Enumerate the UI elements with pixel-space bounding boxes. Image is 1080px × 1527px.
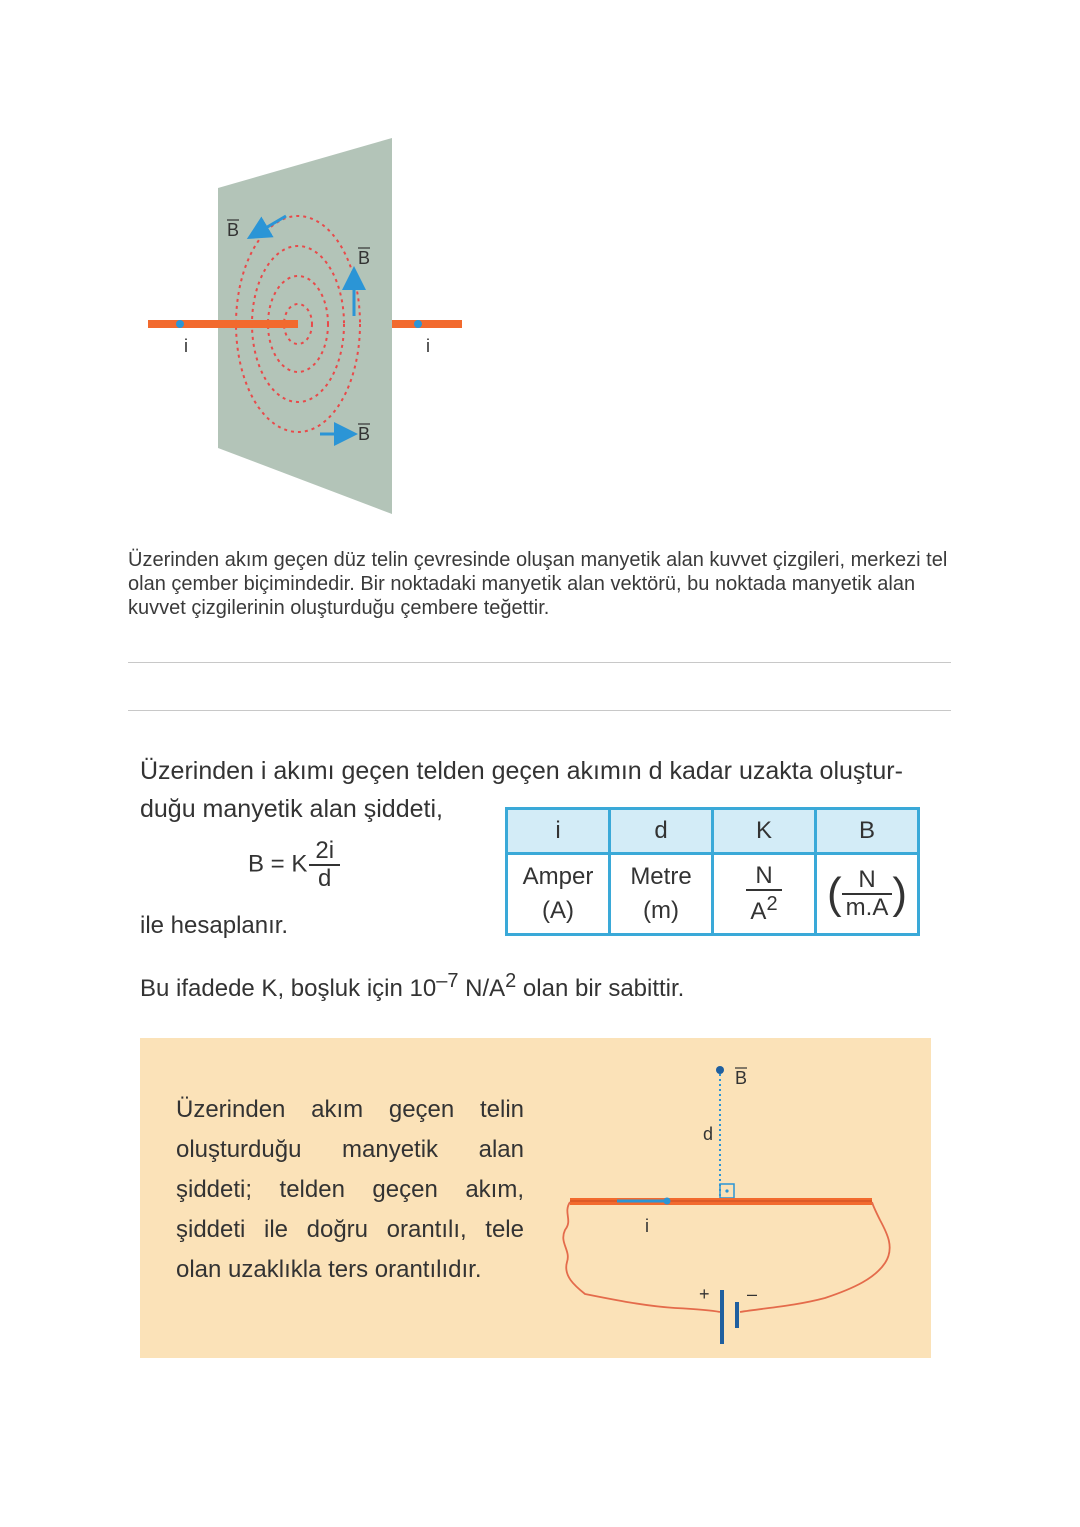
- wire-center: [218, 320, 298, 328]
- unit-b-paren-close: ): [892, 869, 907, 918]
- unit-i-name: Amper: [522, 863, 594, 890]
- current-marker-left: [176, 320, 184, 328]
- wire-right: [392, 320, 462, 328]
- units-value-row: [507, 854, 919, 935]
- units-header-b: B: [816, 809, 919, 854]
- divider-2: [128, 710, 951, 711]
- formula: [248, 838, 340, 892]
- calc-text: ile hesaplanır.: [140, 912, 289, 939]
- info-box-text: Üzerinden akım geçen telin oluşturduğu manyetik alan şiddeti; telden geçen akım, şiddeti ile doğru orantılı, tele olan uzaklıkla ters orantılıdır.: [176, 1096, 524, 1283]
- formula-denominator: d: [318, 865, 332, 892]
- unit-d: [610, 854, 713, 935]
- unit-b-den: m.A: [845, 894, 889, 921]
- wire-circuit-figure: [555, 1038, 931, 1358]
- formula-fraction: [309, 838, 340, 892]
- field-point: [716, 1066, 724, 1074]
- magnetic-field-figure: [140, 130, 480, 520]
- units-header-row: [507, 809, 919, 854]
- description-paragraph: Üzerinden akım geçen düz telin çevresinde oluşan manyetik alan kuvvet çizgileri, merkezi tel olan çember biçimindedir. Bir noktadaki manyetik alan vektörü, bu noktada manyetik alan kuvvet çizgilerinin oluşturduğu çembere teğettir.: [128, 549, 948, 619]
- circuit-wire: [563, 1202, 889, 1312]
- unit-k: [713, 854, 816, 935]
- unit-b-paren-open: (: [827, 869, 842, 918]
- unit-k-fraction: [746, 863, 781, 925]
- constant-after: olan bir sabittir.: [516, 975, 685, 1002]
- constant-exponent2: 2: [505, 970, 517, 992]
- current-label-right: i: [426, 336, 430, 356]
- plus-label: +: [699, 1284, 710, 1304]
- units-table: [505, 807, 920, 936]
- units-header-i: i: [507, 809, 610, 854]
- b-label-right: B: [358, 248, 371, 268]
- b-label-top: B: [227, 220, 240, 240]
- b-label: B: [735, 1068, 748, 1088]
- unit-k-den-exp: 2: [766, 893, 778, 915]
- d-label: d: [703, 1124, 714, 1144]
- current-label-left: i: [184, 336, 188, 356]
- unit-b: [816, 854, 919, 935]
- unit-b-num: N: [842, 867, 893, 895]
- b-label-bottom: B: [358, 424, 371, 444]
- unit-k-num: N: [746, 863, 781, 891]
- section-intro: Üzerinden i akımı geçen telden geçen akımın d kadar uzakta oluştur-duğu manyetik alan şiddeti,: [140, 757, 903, 823]
- info-box: [140, 1038, 931, 1358]
- minus-label: –: [747, 1284, 758, 1304]
- unit-k-den-base: A: [750, 898, 767, 925]
- unit-k-den: [746, 891, 781, 925]
- unit-d-symbol: (m): [643, 897, 679, 924]
- divider-1: [128, 662, 951, 663]
- current-marker-right: [414, 320, 422, 328]
- formula-lhs: B = K: [248, 850, 308, 878]
- units-header-d: d: [610, 809, 713, 854]
- unit-i: [507, 854, 610, 935]
- unit-b-fraction: [842, 867, 893, 921]
- i-label: i: [645, 1216, 649, 1236]
- unit-i-symbol: (A): [542, 897, 574, 924]
- constant-exponent: –7: [436, 970, 459, 992]
- constant-middle: N/A: [458, 975, 506, 1002]
- constant-text: [140, 970, 684, 1003]
- units-header-k: K: [713, 809, 816, 854]
- constant-before: Bu ifadede K, boşluk için 10: [140, 975, 437, 1002]
- formula-numerator: 2i: [309, 838, 340, 866]
- unit-d-name: Metre: [630, 863, 692, 890]
